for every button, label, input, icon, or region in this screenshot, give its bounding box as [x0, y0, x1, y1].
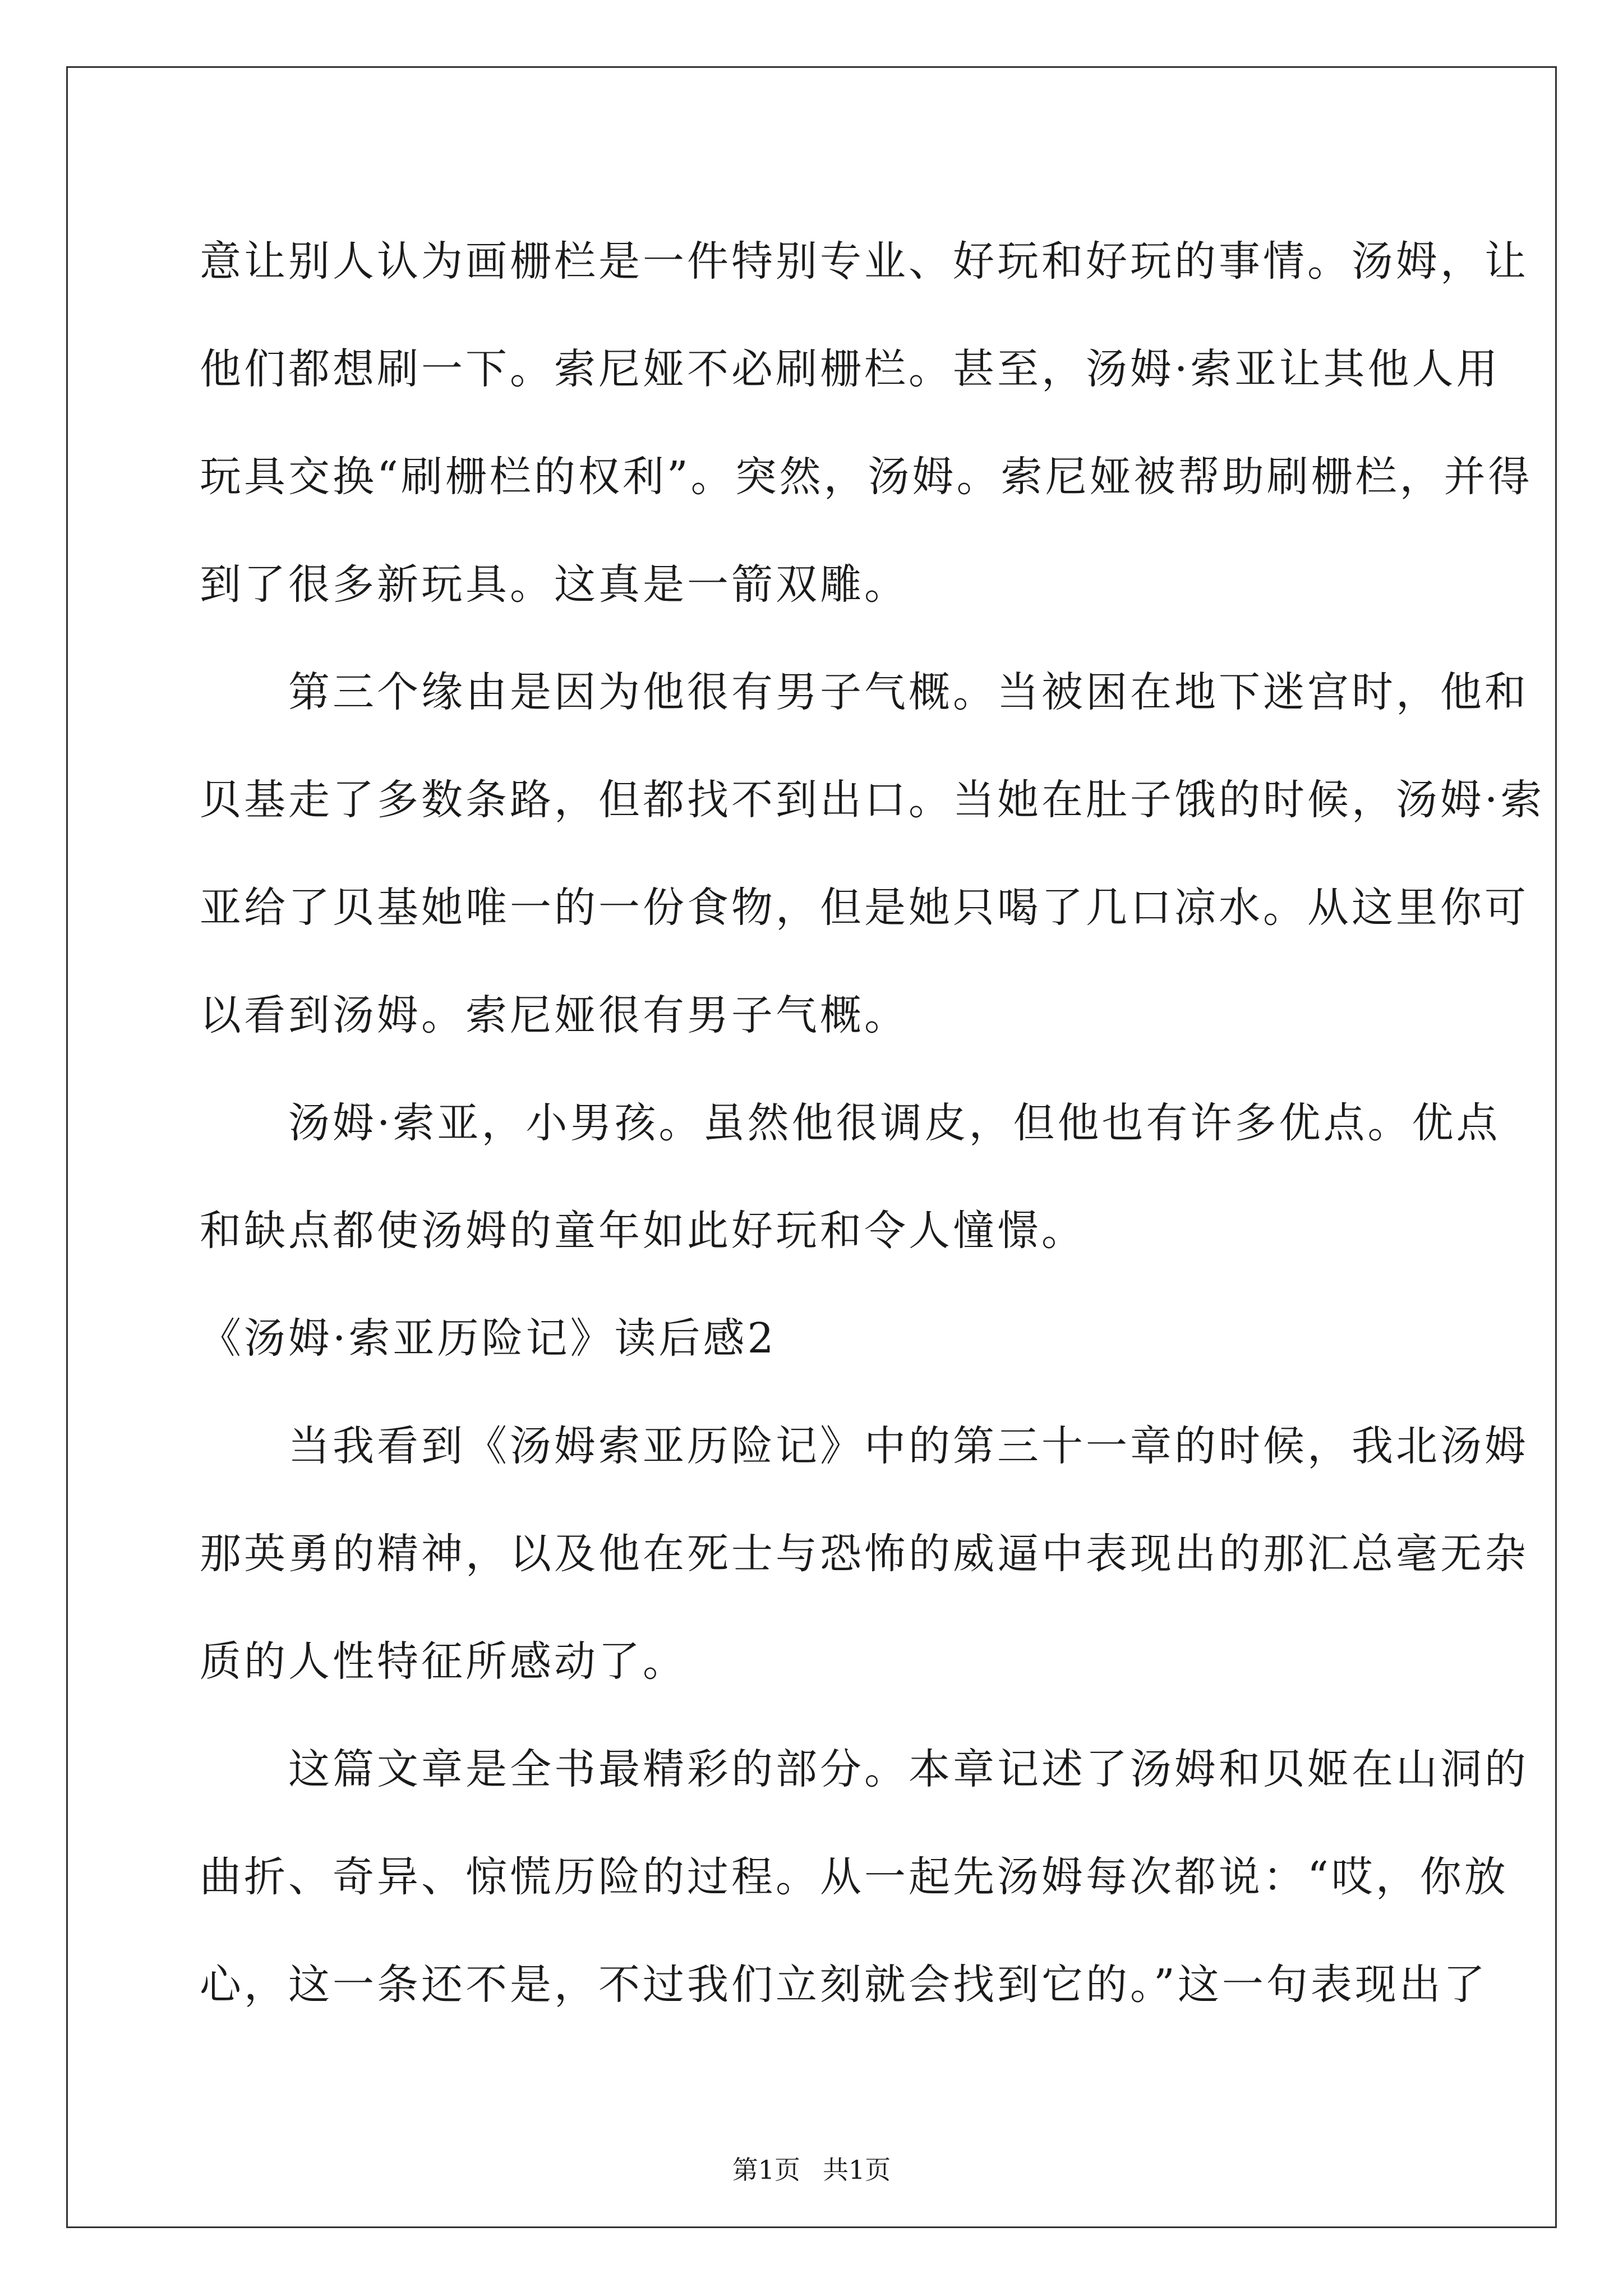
document-body — [200, 208, 1545, 2039]
page-total: 共1页 — [823, 2155, 891, 2185]
text-line: 到了很多新玩具。这真是一箭双雕。 — [200, 560, 909, 609]
page-number: 第1页 — [732, 2155, 800, 2185]
text-line: 这篇文章是全书最精彩的部分。本章记述了汤姆和贝姬在山洞的 — [200, 1745, 1529, 1793]
text-line: 质的人性特征所感动了。 — [200, 1637, 687, 1686]
text-line: 他们都想刷一下。索尼娅不必刷栅栏。甚至，汤姆·索亚让其他人用 — [200, 345, 1501, 393]
text-line: 玩具交换“刷栅栏的权利”。突然，汤姆。索尼娅被帮助刷栅栏，并得 — [200, 453, 1533, 501]
text-line: 以看到汤姆。索尼娅很有男子气概。 — [200, 991, 909, 1039]
text-line: 贝基走了多数条路，但都找不到出口。当她在肚子饿的时候，汤姆·索 — [200, 776, 1545, 824]
text-line: 亚给了贝基她唯一的一份食物，但是她只喝了几口凉水。从这里你可 — [200, 884, 1529, 932]
text-line: 心，这一条还不是，不过我们立刻就会找到它的。”这一句表现出了 — [200, 1961, 1488, 2009]
text-line: 汤姆·索亚，小男孩。虽然他很调皮，但他也有许多优点。优点 — [200, 1099, 1501, 1147]
text-line: 和缺点都使汤姆的童年如此好玩和令人憧憬。 — [200, 1207, 1086, 1255]
text-line: 当我看到《汤姆索亚历险记》中的第三十一章的时候，我北汤姆 — [200, 1422, 1529, 1470]
text-line: 意让别人认为画栅栏是一件特别专业、好玩和好玩的事情。汤姆，让 — [200, 237, 1529, 286]
page-footer — [0, 2153, 1623, 2187]
text-line: 曲折、奇异、惊慌历险的过程。从一起先汤姆每次都说：“哎，你放 — [200, 1853, 1509, 1901]
text-line: 那英勇的精神，以及他在死士与恐怖的威逼中表现出的那汇总毫无杂 — [200, 1530, 1529, 1578]
section-heading: 《汤姆·索亚历险记》读后感2 — [200, 1314, 777, 1363]
text-line: 第三个缘由是因为他很有男子气概。当被困在地下迷宫时，他和 — [200, 668, 1529, 716]
